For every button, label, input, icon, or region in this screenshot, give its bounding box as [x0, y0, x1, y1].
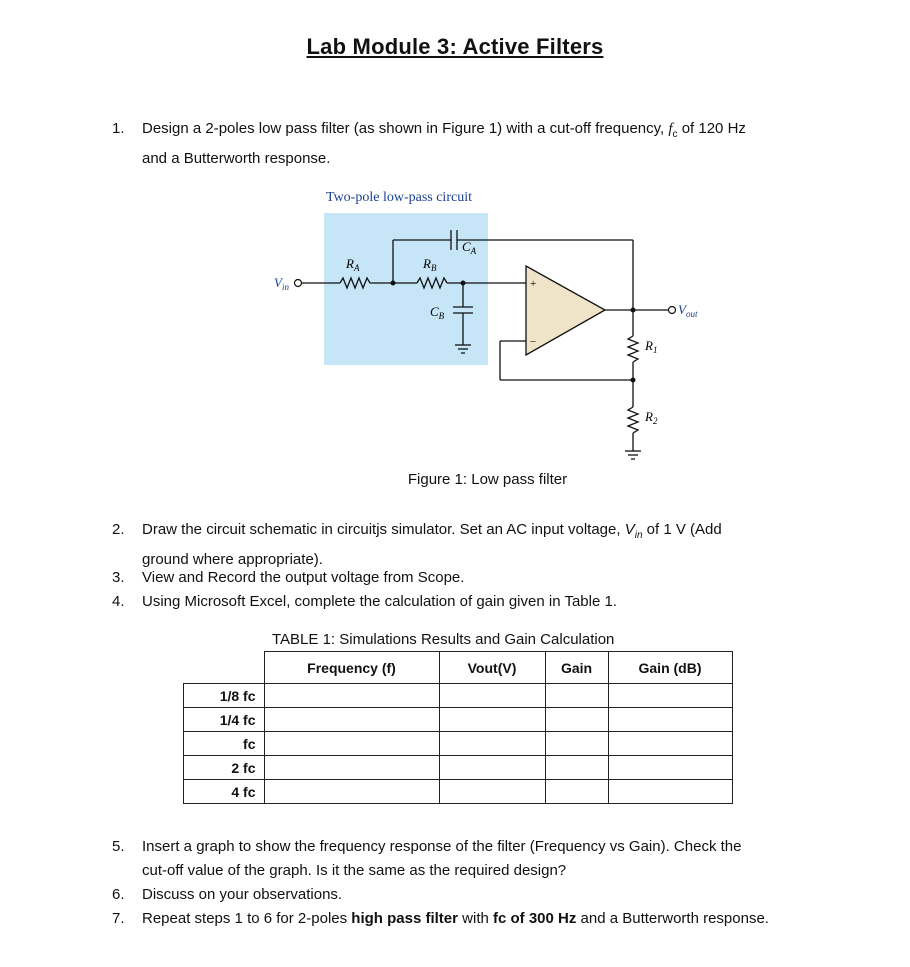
label-cb: $C_B$ — [430, 304, 445, 321]
table-header-row — [184, 652, 733, 684]
vout-terminal — [669, 307, 676, 314]
table-row — [184, 708, 733, 732]
row-label: 1/4 fc — [184, 708, 265, 732]
table-row — [184, 684, 733, 708]
resistor-r2 — [628, 407, 638, 433]
row-label: 4 fc — [184, 780, 265, 804]
page-title: Lab Module 3: Active Filters — [306, 34, 604, 59]
figure-caption: Figure 1: Low pass filter — [407, 471, 568, 488]
table-row — [184, 756, 733, 780]
label-vout: $V_{out}$ — [678, 302, 698, 319]
label-plus: + — [530, 278, 537, 290]
row-label: 1/8 fc — [184, 684, 265, 708]
label-rb: $R_B$ — [423, 256, 437, 273]
header-gain-db: Gain (dB) — [608, 652, 732, 684]
op-amp — [526, 266, 605, 355]
header-gain: Gain — [545, 652, 608, 684]
label-r1: $R_1$ — [645, 338, 658, 355]
results-table — [183, 651, 733, 804]
row-label: fc — [184, 732, 265, 756]
header-frequency: Frequency (f) — [264, 652, 439, 684]
resistor-r1 — [628, 336, 638, 362]
label-minus: − — [530, 336, 537, 348]
table-row — [184, 732, 733, 756]
label-r2: $R_2$ — [645, 409, 658, 426]
figure-title: Two-pole low-pass circuit — [326, 190, 472, 205]
row-label: 2 fc — [184, 756, 265, 780]
header-vout: Vout(V) — [439, 652, 545, 684]
label-vin: $V_{in}$ — [274, 275, 289, 292]
step-number: 1. — [112, 120, 125, 137]
vin-terminal — [295, 280, 302, 287]
table-caption: TABLE 1: Simulations Results and Gain Calculation — [272, 631, 615, 648]
label-ra: $R_A$ — [346, 256, 360, 273]
table-row — [184, 780, 733, 804]
label-ca: $C_A$ — [462, 239, 477, 256]
